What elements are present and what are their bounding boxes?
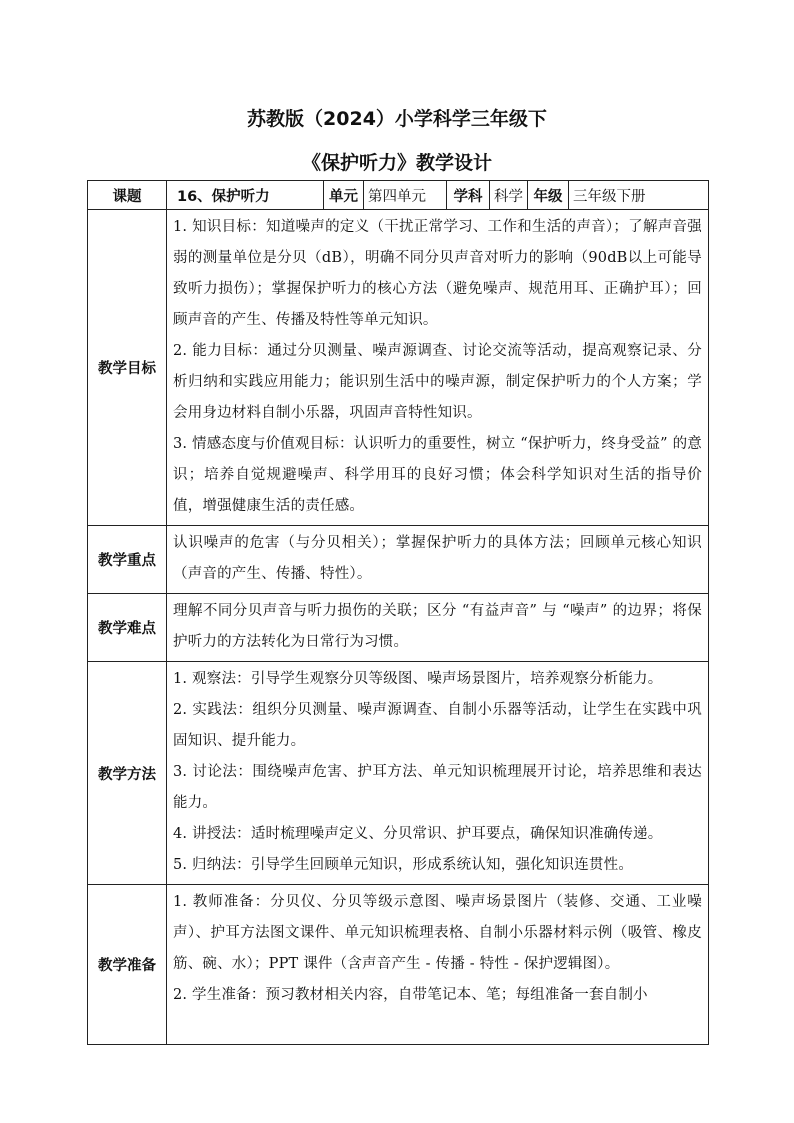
topic-value: 16、保护听力 xyxy=(167,181,324,210)
objectives-paragraph: 1. 知识目标：知道噪声的定义（干扰正常学习、工作和生活的声音）；了解声音强弱的测量单位是分贝（dB），明确不同分贝声音对听力的影响（90dB以上可能导致听力损伤）；掌握保护听力的核心方法（避免噪声、规范用耳、正确护耳）；回顾声音的产生、传播及特性等单元知识。 xyxy=(173,219,702,328)
preparation-paragraph: 2. 学生准备：预习教材相关内容，自带笔记本、笔；每组准备一套自制小 xyxy=(173,987,648,1003)
key-points-row xyxy=(88,526,709,594)
preparation-label: 教学准备 xyxy=(88,885,167,1045)
objectives-paragraph: 3. 情感态度与价值观目标：认识听力的重要性，树立 “保护听力，终身受益” 的意识；培养自觉规避噪声、科学用耳的良好习惯；体会科学知识对生活的指导价值，增强健康生活的责任感。 xyxy=(173,436,702,514)
unit-label: 单元 xyxy=(324,181,364,210)
difficulties-content xyxy=(167,594,709,662)
subject-label: 学科 xyxy=(447,181,490,210)
key-points-label: 教学重点 xyxy=(88,526,167,594)
grade-value: 三年级下册 xyxy=(569,181,709,210)
methods-paragraph: 2. 实践法：组织分贝测量、噪声源调查、自制小乐器等活动，让学生在实践中巩固知识、提升能力。 xyxy=(173,702,702,749)
methods-paragraph: 5. 归纳法：引导学生回顾单元知识，形成系统认知，强化知识连贯性。 xyxy=(173,857,634,873)
difficulties-paragraph: 理解不同分贝声音与听力损伤的关联；区分 “有益声音” 与 “噪声” 的边界；将保护听力的方法转化为日常行为习惯。 xyxy=(173,603,702,650)
methods-label: 教学方法 xyxy=(88,662,167,885)
grade-label: 年级 xyxy=(528,181,569,210)
methods-content xyxy=(167,662,709,885)
key-points-paragraph: 认识噪声的危害（与分贝相关）；掌握保护听力的具体方法；回顾单元核心知识（声音的产生、传播、特性）。 xyxy=(173,535,702,582)
methods-paragraph: 4. 讲授法：适时梳理噪声定义、分贝常识、护耳要点，确保知识准确传递。 xyxy=(173,826,663,842)
difficulties-label: 教学难点 xyxy=(88,594,167,662)
unit-value: 第四单元 xyxy=(364,181,447,210)
methods-row xyxy=(88,662,709,885)
objectives-row xyxy=(88,210,709,526)
preparation-paragraph: 1. 教师准备：分贝仪、分贝等级示意图、噪声场景图片（装修、交通、工业噪声）、护耳方法图文课件、单元知识梳理表格、自制小乐器材料示例（吸管、橡皮筋、碗、水）；PPT 课件（含声音产生 - 传播 - 特性 - 保护逻辑图）。 xyxy=(173,894,702,972)
info-row xyxy=(88,181,709,210)
preparation-content xyxy=(167,885,709,1045)
subject-value: 科学 xyxy=(490,181,528,210)
topic-label: 课题 xyxy=(88,181,167,210)
methods-paragraph: 3. 讨论法：围绕噪声危害、护耳方法、单元知识梳理展开讨论，培养思维和表达能力。 xyxy=(173,764,702,811)
preparation-row xyxy=(88,885,709,1045)
difficulties-row xyxy=(88,594,709,662)
lesson-plan-table xyxy=(87,180,709,1045)
methods-paragraph: 1. 观察法：引导学生观察分贝等级图、噪声场景图片，培养观察分析能力。 xyxy=(173,671,663,687)
objectives-content xyxy=(167,210,709,526)
document-title: 苏教版（2024）小学科学三年级下 xyxy=(247,108,547,130)
key-points-content xyxy=(167,526,709,594)
document-subtitle: 《保护听力》教学设计 xyxy=(301,152,492,174)
objectives-paragraph: 2. 能力目标：通过分贝测量、噪声源调查、讨论交流等活动，提高观察记录、分析归纳和实践应用能力；能识别生活中的噪声源，制定保护听力的个人方案；学会用身边材料自制小乐器，巩固声音特性知识。 xyxy=(173,343,702,421)
objectives-label: 教学目标 xyxy=(88,210,167,526)
